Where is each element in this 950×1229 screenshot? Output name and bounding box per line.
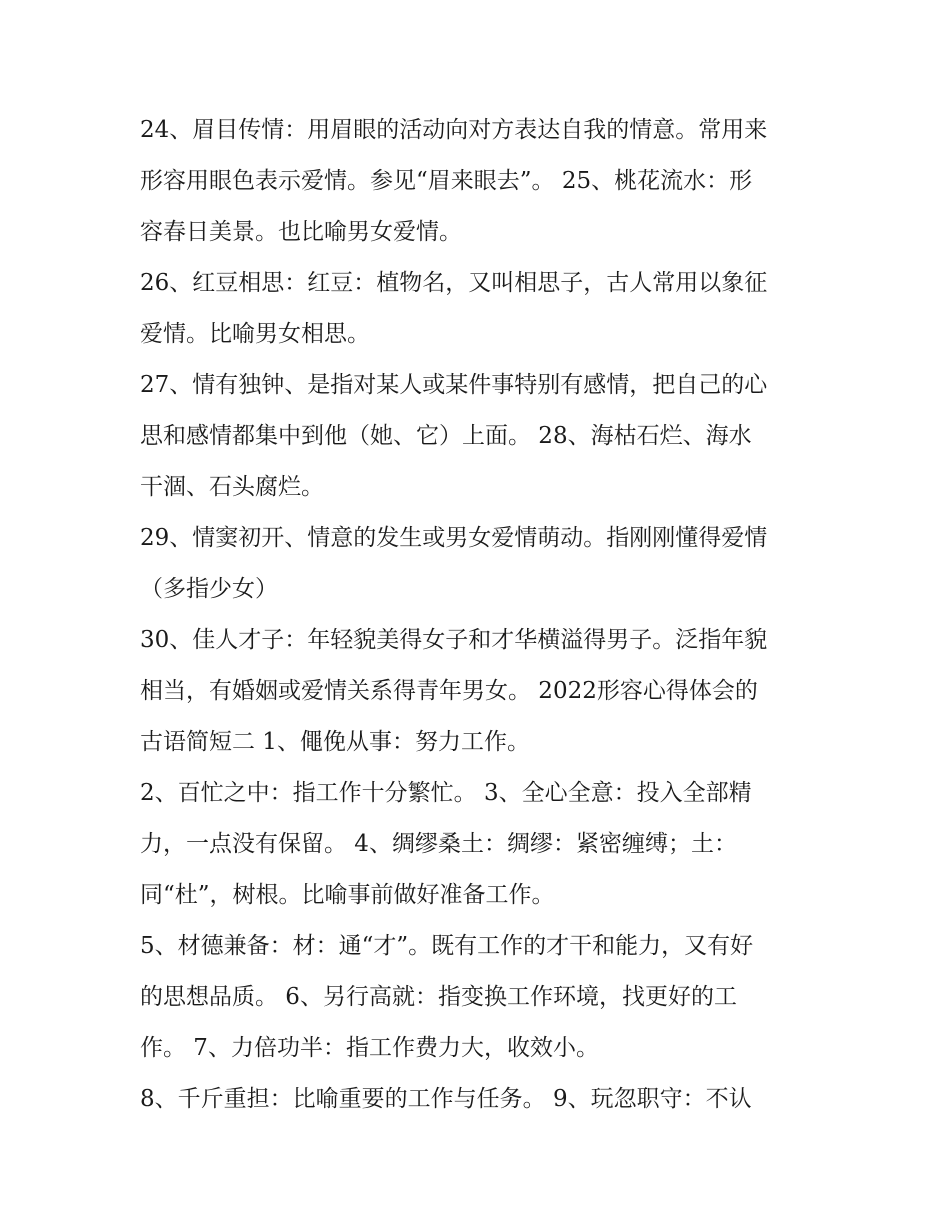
text-line: 作。 7、力倍功半：指工作费力大，收效小。: [140, 1035, 599, 1061]
text-line: 形容用眼色表示爱情。参见“眉来眼去”。 25、桃花流水：形: [140, 168, 753, 194]
text-line: 干涸、石头腐烂。: [140, 474, 324, 500]
text-line: 24、眉目传情：用眉眼的活动向对方表达自我的情意。常用来: [140, 117, 768, 143]
text-line: 的思想品质。 6、另行高就：指变换工作环境，找更好的工: [140, 984, 737, 1010]
text-line: 容春日美景。也比喻男女爱情。: [140, 219, 462, 245]
text-line: 同“杜”，树根。比喻事前做好准备工作。: [140, 882, 555, 908]
text-line: 30、佳人才子：年轻貌美得女子和才华横溢得男子。泛指年貌: [140, 627, 768, 653]
text-line: 相当，有婚姻或爱情关系得青年男女。 2022形容心得体会的: [140, 678, 758, 704]
text-line: 26、红豆相思：红豆：植物名，又叫相思子，古人常用以象征: [140, 270, 768, 296]
text-line: 思和感情都集中到他（她、它）上面。 28、海枯石烂、海水: [140, 423, 752, 449]
text-line: 力，一点没有保留。 4、绸缪桑土：绸缪：紧密缠缚；土：: [140, 831, 737, 857]
text-line: 27、情有独钟、是指对某人或某件事特别有感情，把自己的心: [140, 372, 768, 398]
text-line: 29、情窦初开、情意的发生或男女爱情萌动。指刚刚懂得爱情: [140, 525, 768, 551]
text-line: 2、百忙之中：指工作十分繁忙。 3、全心全意：投入全部精: [140, 780, 752, 806]
text-line: 5、材德兼备：材：通“才”。既有工作的才干和能力，又有好: [140, 933, 754, 959]
text-line: （多指少女）: [140, 576, 278, 602]
text-line: 爱情。比喻男女相思。: [140, 321, 370, 347]
text-line: 8、千斤重担：比喻重要的工作与任务。 9、玩忽职守：不认: [140, 1086, 752, 1112]
text-line: 古语简短二 1、僶俛从事：努力工作。: [140, 729, 530, 755]
